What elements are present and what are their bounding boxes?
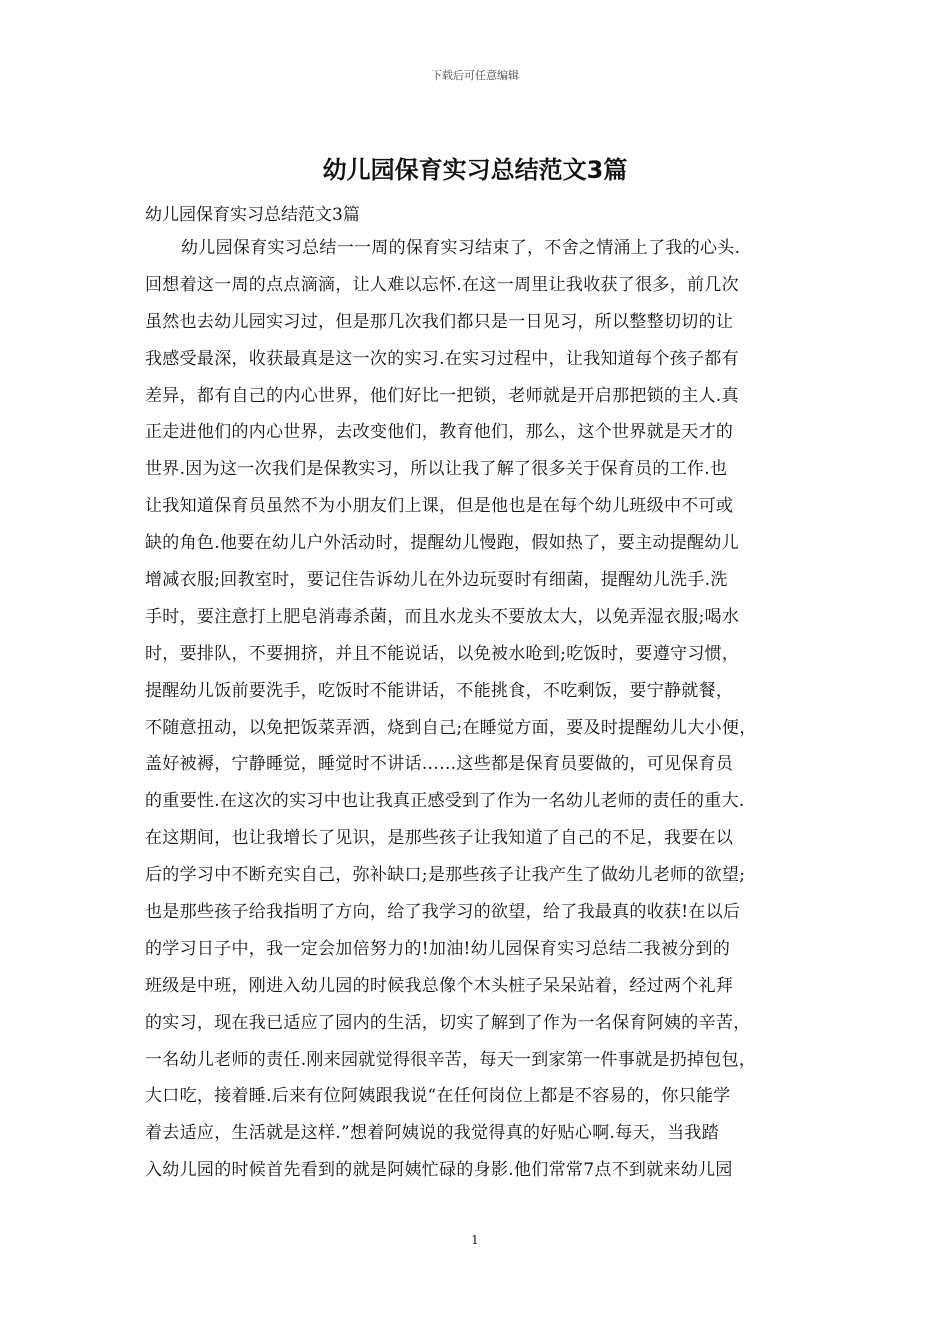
body-line: 让我知道保育员虽然不为小朋友们上课，但是他也是在每个幼儿班级中不可或 — [145, 496, 734, 517]
body-line: 盖好被褥，宁静睡觉，睡觉时不讲话……这些都是保育员要做的，可见保育员 — [145, 754, 734, 775]
body-line: 大口吃，接着睡.后来有位阿姨跟我说“在任何岗位上都是不容易的，你只能学 — [145, 1086, 731, 1107]
body-line: 后的学习中不断充实自己，弥补缺口;是那些孩子让我产生了做幼儿老师的欲望; — [145, 865, 746, 886]
body-line: 手时，要注意打上肥皂消毒杀菌，而且水龙头不要放太大，以免弄湿衣服;喝水 — [145, 606, 740, 627]
document-subtitle: 幼儿园保育实习总结范文3篇 — [145, 205, 360, 225]
body-line: 的学习日子中，我一定会加倍努力的!加油!幼儿园保育实习总结二我被分到的 — [145, 938, 731, 959]
body-line: 缺的角色.他要在幼儿户外活动时，提醒幼儿慢跑，假如热了，要主动提醒幼儿 — [145, 533, 739, 554]
body-line: 虽然也去幼儿园实习过，但是那几次我们都只是一日见习，所以整整切切的让 — [145, 311, 734, 332]
body-line: 不随意扭动，以免把饭菜弄洒，烧到自己;在睡觉方面，要及时提醒幼儿大小便， — [145, 717, 757, 738]
body-line: 在这期间，也让我增长了见识，是那些孩子让我知道了自己的不足，我要在以 — [145, 828, 734, 849]
body-line: 差异，都有自己的内心世界，他们好比一把锁，老师就是开启那把锁的主人.真 — [145, 385, 739, 406]
body-line: 幼儿园保育实习总结一一周的保育实习结束了，不舍之情涌上了我的心头. — [181, 238, 741, 258]
body-line: 世界.因为这一次我们是保教实习，所以让我了解了很多关于保育员的工作.也 — [145, 459, 728, 480]
page-header: 下载后可任意编辑 — [431, 69, 519, 82]
body-line: 入幼儿园的时候首先看到的就是阿姨忙碌的身影.他们常常7点不到就来幼儿园 — [145, 1160, 733, 1181]
body-line: 回想着这一周的点点滴滴，让人难以忘怀.在这一周里让我收获了很多，前几次 — [145, 274, 739, 295]
body-line: 的实习，现在我已适应了园内的生活，切实了解到了作为一名保育阿姨的辛苦， — [145, 1012, 751, 1033]
body-line: 时，要排队，不要拥挤，并且不能说话，以免被水呛到;吃饭时，要遵守习惯， — [145, 643, 740, 664]
document-title: 幼儿园保育实习总结范文3篇 — [322, 156, 628, 184]
page-number: 1 — [471, 1233, 479, 1247]
body-line: 也是那些孩子给我指明了方向，给了我学习的欲望，给了我最真的收获!在以后 — [145, 902, 741, 923]
body-line: 着去适应，生活就是这样.”想着阿姨说的我觉得真的好贴心啊.每天，当我踏 — [145, 1123, 719, 1144]
body-line: 一名幼儿老师的责任.刚来园就觉得很辛苦，每天一到家第一件事就是扔掉包包， — [145, 1049, 757, 1070]
body-line: 正走进他们的内心世界，去改变他们，教育他们，那么，这个世界就是天才的 — [145, 422, 734, 443]
document-body — [145, 230, 805, 1189]
body-line: 增减衣服;回教室时，要记住告诉幼儿在外边玩耍时有细菌，提醒幼儿洗手.洗 — [145, 570, 728, 591]
body-line: 班级是中班，刚进入幼儿园的时候我总像个木头桩子呆呆站着，经过两个礼拜 — [145, 975, 734, 996]
body-line: 的重要性.在这次的实习中也让我真正感受到了作为一名幼儿老师的责任的重大. — [145, 791, 745, 812]
body-line: 我感受最深，收获最真是这一次的实习.在实习过程中，让我知道每个孩子都有 — [145, 348, 739, 369]
body-line: 提醒幼儿饭前要洗手，吃饭时不能讲话，不能挑食，不吃剩饭，要宁静就餐， — [145, 680, 734, 701]
